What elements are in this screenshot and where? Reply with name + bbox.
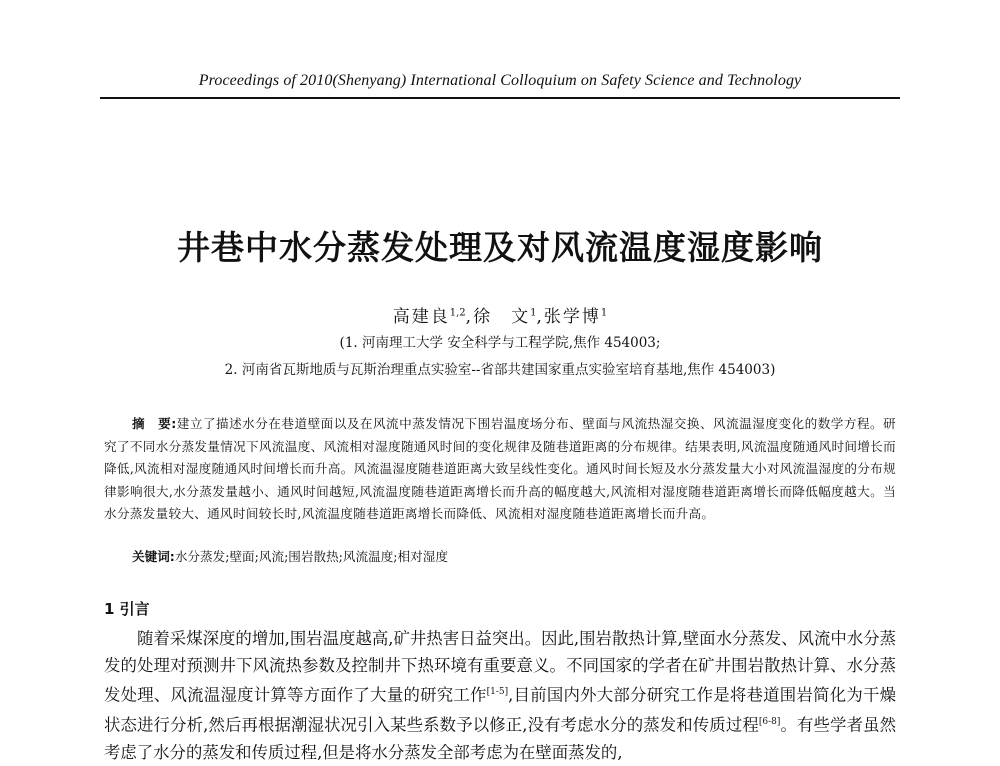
keywords-text: 水分蒸发;壁面;风流;围岩散热;风流温度;相对湿度: [174, 549, 448, 564]
author-name: 张学博: [543, 307, 601, 327]
affiliation-2: 2. 河南省瓦斯地质与瓦斯治理重点实验室--省部共建国家重点实验室培育基地,焦作 454003): [224, 362, 776, 378]
author-separator: ,: [536, 307, 544, 327]
citation-ref: [6-8]: [758, 717, 781, 728]
body-text-part: 。有些学者虽然考虑了水分的蒸发和传质过程,但是将水分蒸发全部考虑为在壁面蒸发的,: [104, 715, 896, 762]
abstract-text: 建立了描述水分在巷道壁面以及在风流中蒸发情况下围岩温度场分布、壁面与风流热湿交换、风流温湿度变化的数学方程。研究了不同水分蒸发量情况下风流温度、风流相对湿度随通风时间的变化规律及随巷道距离的分布规律。结果表明,风流温度随通风时间增长而降低,风流相对湿度随通风时间增长而升高。风流温湿度随巷道距离大致呈线性变化。通风时间长短及水分蒸发量大小对风流温湿度的分布规律影响很大,水分蒸发量越小、通风时间越短,风流温度随巷道距离增长而升高的幅度越大,风流相对湿度随巷道距离增长而降低幅度越大。当水分蒸发量较大、通风时间较长时,风流温度随巷道距离增长而降低、风流相对湿度随巷道距离增长而升高。: [104, 416, 896, 521]
body-text-part: ,目前国内外大部分研究工作是将巷道围岩简化为干燥状态进行分析,然后再根据潮湿状况引入某些系数予以修正,没有考虑水分的蒸发和传质过程: [104, 685, 896, 735]
section-heading: 1 引言: [104, 600, 150, 618]
author-list: [0, 302, 1000, 327]
author-affiliation-mark: 1: [530, 307, 537, 319]
abstract-label: 摘 要:: [132, 416, 177, 431]
keywords: [132, 546, 892, 568]
author-name: 徐 文: [473, 307, 531, 327]
author-name: 高建良: [392, 307, 450, 327]
abstract: [104, 413, 896, 526]
paper-title: 井巷中水分蒸发处理及对风流温度湿度影响: [177, 228, 823, 267]
running-header: Proceedings of 2010(Shenyang) International Colloquium on Safety Science and Technology: [198, 72, 802, 89]
affiliation-1: (1. 河南理工大学 安全科学与工程学院,焦作 454003;: [339, 335, 661, 351]
body-paragraph: [104, 625, 896, 766]
body-text-part: 随着采煤深度的增加,围岩温度越高,矿井热害日益突出。因此,围岩散热计算,壁面水分蒸发、风流中水分蒸发的处理对预测井下风流热参数及控制井下热环境有重要意义。不同国家的学者在矿井围岩散热计算、水分蒸发处理、风流温湿度计算等方面作了大量的研究工作: [104, 629, 896, 705]
author-affiliation-mark: 1: [600, 307, 608, 319]
author-separator: ,: [465, 307, 474, 327]
citation-ref: [1-5]: [486, 687, 509, 698]
keywords-label: 关键词:: [132, 549, 175, 564]
author-affiliation-mark: 1,2: [449, 307, 466, 319]
header-rule: [100, 97, 900, 99]
